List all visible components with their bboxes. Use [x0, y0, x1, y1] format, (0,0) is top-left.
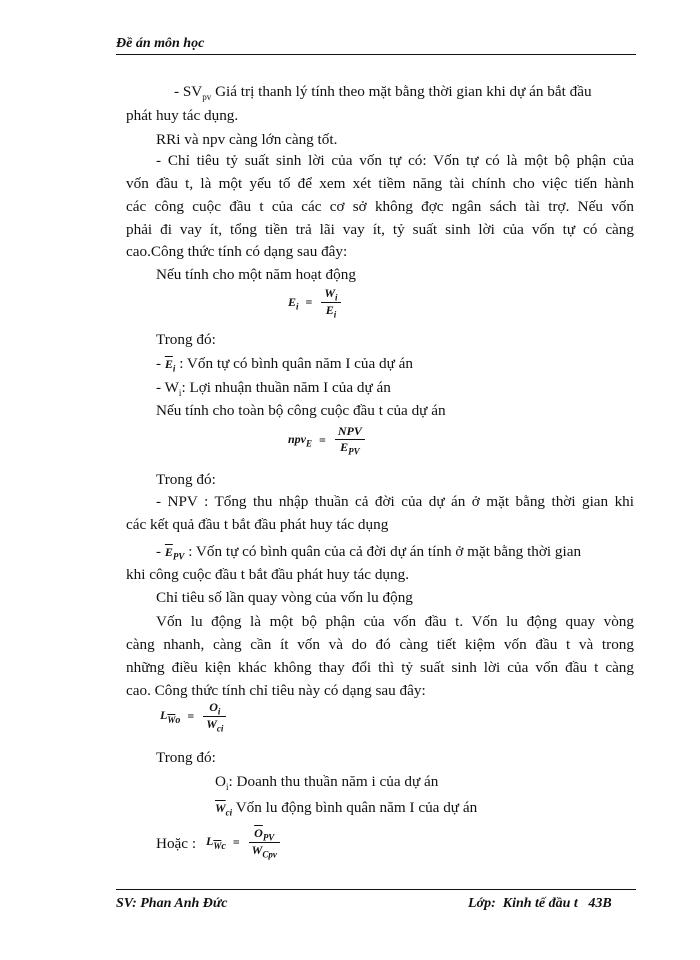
text-line: cao.Công thức tính có dạng sau đây:	[126, 243, 348, 260]
footer-author: SV: Phan Anh Đức	[116, 896, 228, 911]
text-line: Trong đó:	[156, 471, 216, 488]
formula-npv-equity: npv$_E$ = $\frac{\text{NPV}}{\overline{E}_{PV}}$	[288, 424, 367, 456]
text-line: $\overline{W}_{ci}$ Vốn lu động bình quân năm I của dự án	[215, 799, 478, 818]
text-line: $O_i$: Doanh thu thuần năm i của dự án	[215, 773, 439, 793]
footer-rule	[116, 889, 636, 890]
page-header-title: Đề án môn học	[116, 36, 205, 51]
text-line: - $W_i$: Lợi nhuận thuần năm I của dự án	[156, 379, 391, 399]
formula-working-capital-turnover: $L_{\overline{W}o}$ = $\frac{O_i}{\overline{W}_{ci}}$	[160, 700, 228, 734]
text-line: vốn đầu t, là một yếu tố để xem xét tiềm năng tài chính cho việc tiến hành	[126, 175, 634, 192]
text-line: Trong đó:	[156, 749, 216, 766]
text-line: - Chỉ tiêu tỷ suất sinh lời của vốn tự có: Vốn tự có là một bộ phận của	[156, 152, 634, 169]
text-line: Nếu tính cho toàn bộ công cuộc đầu t của dự án	[156, 402, 446, 419]
text-line: - $\overline{E}_{PV}$ : Vốn tự có bình quân của cả đời dự án tính ở mặt bằng thời gian	[156, 543, 582, 562]
footer-class: Lớp: Kinh tế đầu t 43B	[468, 896, 612, 911]
text-line: những điều kiện khác không thay đổi thì tỷ suất sinh lời của vốn đầu t càng	[126, 659, 634, 676]
text-line: càng nhanh, càng cần ít vốn và do đó càng tiết kiệm vốn đầu t và trong	[126, 636, 634, 653]
text-line: Hoặc :	[156, 835, 197, 852]
text-line: các kết quả đầu t bắt đầu phát huy tác dụng	[126, 516, 389, 533]
text-line: - $\overline{E}_i$ : Vốn tự có bình quân năm I của dự án	[156, 355, 414, 374]
text-line: - $SV_{pv}$ Giá trị thanh lý tính theo mặt bằng thời gian khi dự án bắt đầu	[174, 83, 592, 103]
header-rule	[116, 54, 636, 55]
text-line: các công cuộc đầu t của các cơ sở không đợc ngân sách tài trợ. Nếu vốn	[126, 198, 634, 215]
text-line: phải đi vay ít, tổng tiền trả lãi vay ít, tỷ suất sinh lời của vốn tự có càng	[126, 221, 634, 238]
text-line: Nếu tính cho một năm hoạt động	[156, 266, 356, 283]
formula-equity-return: $E_i$ = $\frac{W_i}{\overline{E}_i}$	[288, 286, 343, 320]
text-line: cao. Công thức tính chỉ tiêu này có dạng sau đây:	[126, 682, 426, 699]
text-line: - NPV : Tổng thu nhập thuần cả đời của dự án ở mặt bằng thời gian khi	[156, 493, 634, 510]
text-line: Trong đó:	[156, 331, 216, 348]
text-line: RRi và npv càng lớn càng tốt.	[156, 131, 338, 148]
formula-working-capital-turnover-alt: $L_{\overline{W}c}$ = $\frac{\overline{O}_{PV}}{\overline{W}_{Cpv}}$	[206, 826, 282, 860]
text-line: khi công cuộc đầu t bắt đầu phát huy tác dụng.	[126, 566, 410, 583]
text-line: Chỉ tiêu số lần quay vòng của vốn lu động	[156, 589, 413, 606]
text-line: Vốn lu động là một bộ phận của vốn đầu t. Vốn lu động quay vòng	[156, 613, 634, 630]
text-line: phát huy tác dụng.	[126, 107, 239, 124]
